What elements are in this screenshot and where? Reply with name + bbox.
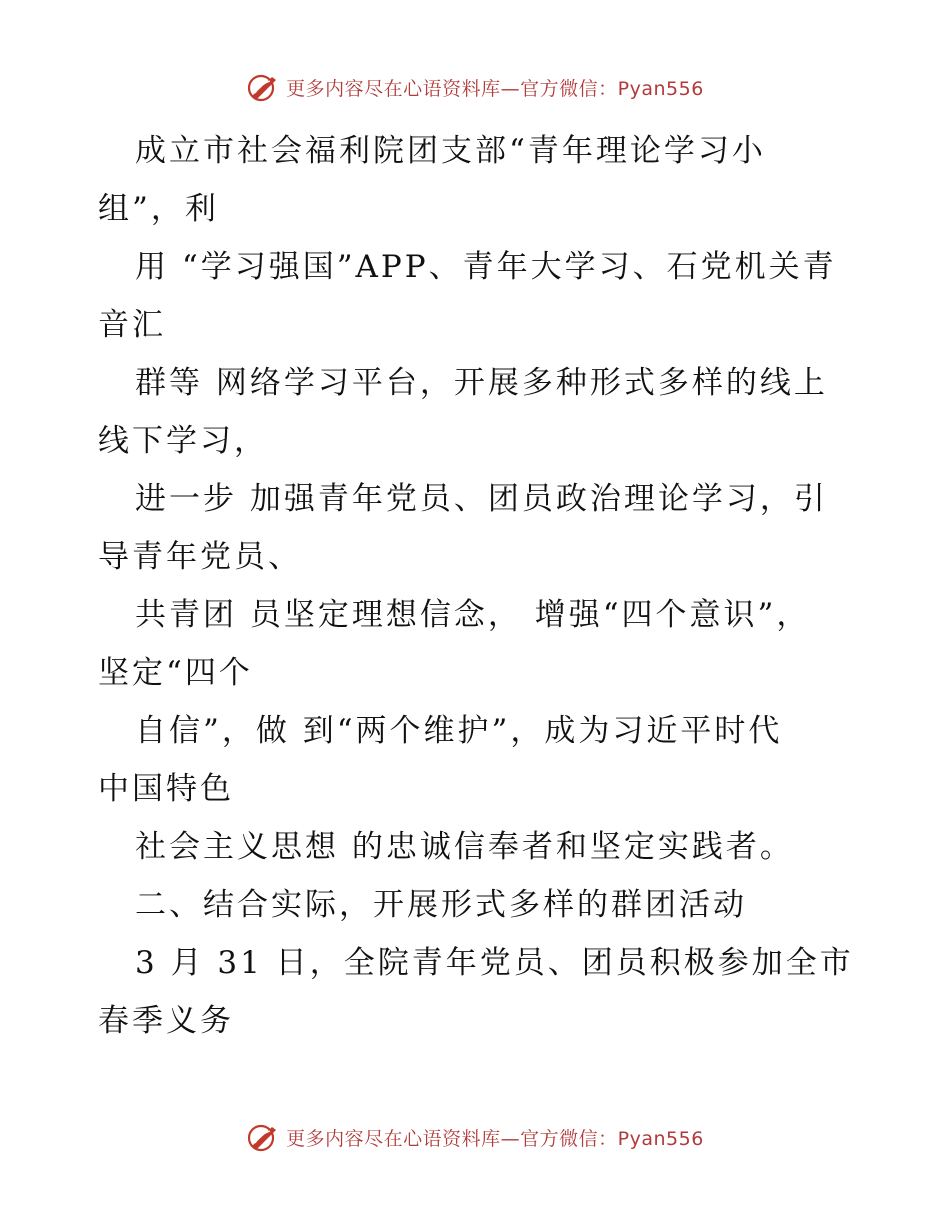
text-line: 线下学习， [98,423,268,459]
watermark-text: 更多内容尽在心语资料库—官方微信：Pyan556 [286,1127,704,1150]
header-watermark [0,72,950,102]
text-line: 春季义务 [98,1003,234,1039]
text-line: 群等 网络学习平台，开展多种形式多样的线上 [135,365,828,401]
text-line: 社会主义思想 的忠诚信奉者和坚定实践者。 [135,829,794,865]
footer-watermark [0,1122,950,1152]
pen-logo-icon [246,72,280,102]
text-line: 共青团 员坚定理想信念， 增强“四个意识”， [135,597,811,633]
text-line: 导青年党员、 [98,539,302,575]
text-line: 3 月 31 日，全院青年党员、团员积极参加全市 [135,945,854,981]
section-heading: 二、结合实际，开展形式多样的群团活动 [135,887,747,923]
text-line: 用 “学习强国”APP、青年大学习、石党机关青 [135,249,837,285]
text-line: 组”，利 [98,191,219,227]
text-line: 坚定“四个 [98,655,253,691]
text-line: 中国特色 [98,771,234,807]
watermark-text: 更多内容尽在心语资料库—官方微信：Pyan556 [286,77,704,100]
text-line: 自信”，做 到“两个维护”，成为习近平时代 [135,713,783,749]
pen-logo-icon [246,1122,280,1152]
text-line: 进一步 加强青年党员、团员政治理论学习，引 [135,481,828,517]
text-line: 成立市社会福利院团支部“青年理论学习小 [135,133,766,169]
text-line: 音汇 [98,307,166,343]
document-body [98,122,858,1050]
